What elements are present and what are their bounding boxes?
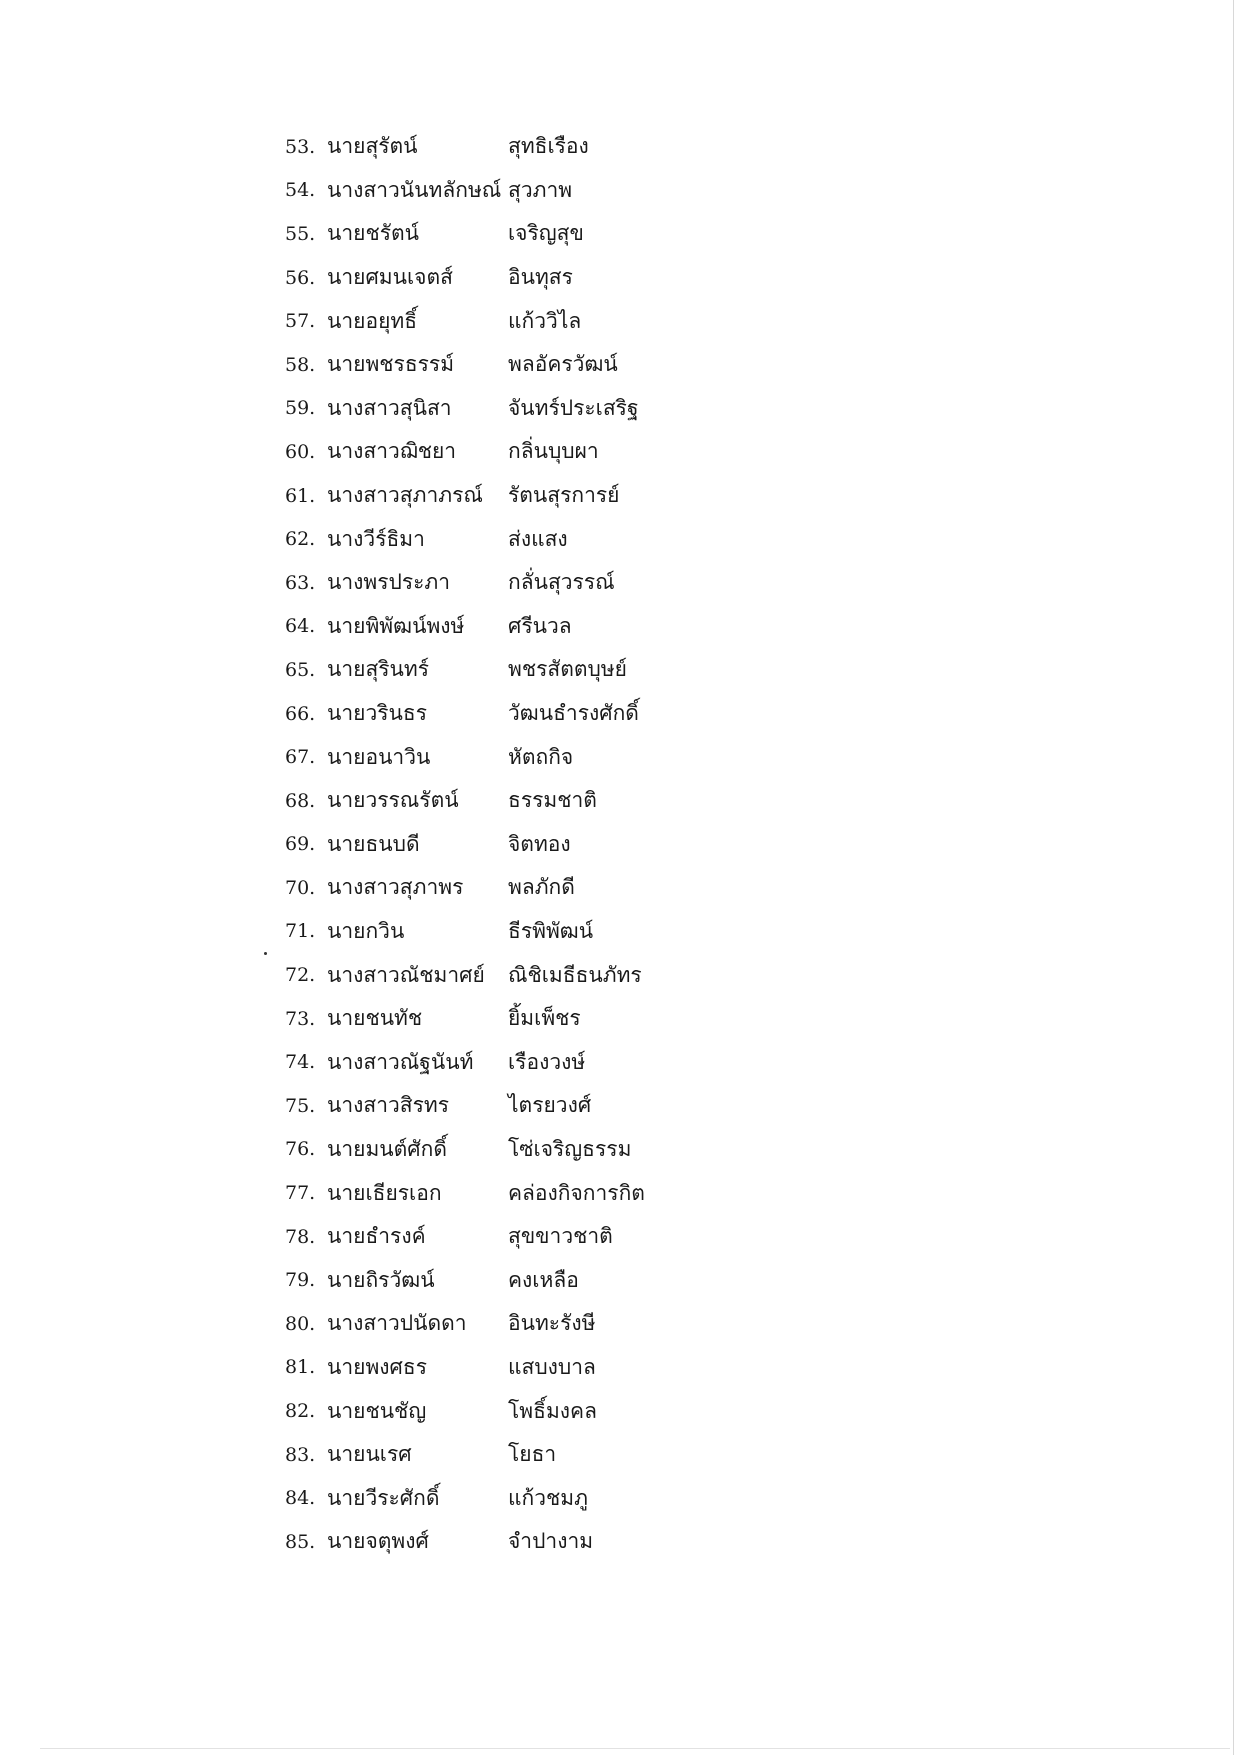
entry-last-name: พลอัครวัฒน์: [508, 352, 618, 377]
entry-number: 76.: [285, 1138, 316, 1161]
entry-number: 56.: [285, 266, 316, 289]
list-item: [285, 212, 678, 256]
entry-first-name: นายเธียรเอก: [327, 1180, 442, 1205]
entry-number: 64.: [285, 615, 316, 638]
entry-number: 54.: [285, 179, 316, 202]
entry-number: 72.: [285, 964, 316, 987]
entry-first-name: นางสาวณัชมาศย์: [327, 962, 485, 987]
page-bottom-line: [40, 1748, 1230, 1749]
entry-last-name: จำปางาม: [508, 1529, 594, 1554]
entry-last-name: ธีรพิพัฒน์: [508, 918, 594, 943]
entry-last-name: อินทะรังษี: [508, 1311, 596, 1336]
entry-first-name: นายสุรินทร์: [327, 657, 430, 682]
list-item: [285, 125, 678, 169]
entry-first-name: นางสาวสุนิสา: [327, 395, 452, 420]
scan-speck: [264, 952, 267, 955]
entry-number: 78.: [285, 1225, 316, 1248]
entry-first-name: นางสาวฌิชยา: [327, 439, 457, 464]
entry-first-name: นายถิรวัฒน์: [327, 1267, 435, 1292]
entry-number: 73.: [285, 1007, 316, 1030]
entry-last-name: กลิ่นบุบผา: [508, 439, 599, 464]
list-item: [285, 256, 678, 300]
entry-number: 80.: [285, 1312, 316, 1335]
entry-first-name: นายจตุพงศ์: [327, 1529, 429, 1554]
list-item: [285, 1476, 678, 1520]
entry-number: 57.: [285, 310, 316, 333]
entry-first-name: นางสาวสิรทร: [327, 1093, 450, 1118]
entry-last-name: พชรสัตตบุษย์: [508, 657, 627, 682]
list-item: [285, 1346, 678, 1390]
entry-last-name: ณิชิเมธีธนภัทร: [508, 962, 642, 987]
list-item: [285, 517, 678, 561]
entry-number: 62.: [285, 528, 316, 551]
entry-last-name: รัตนสุรการย์: [508, 483, 620, 508]
list-item: [285, 997, 678, 1041]
entry-first-name: นายธนบดี: [327, 831, 420, 856]
entry-number: 61.: [285, 484, 316, 507]
entry-last-name: โซ่เจริญธรรม: [508, 1136, 632, 1161]
entry-first-name: นางสาวนันทลักษณ์: [327, 177, 502, 202]
entry-number: 81.: [285, 1356, 316, 1379]
entry-number: 59.: [285, 397, 316, 420]
entry-first-name: นางสาวณัฐนันท์: [327, 1049, 474, 1074]
list-item: [285, 561, 678, 605]
entry-last-name: ไตรยวงศ์: [508, 1093, 592, 1118]
list-item: [285, 692, 678, 736]
list-item: [285, 1520, 678, 1564]
page-edge-line: [1233, 0, 1234, 1755]
entry-last-name: กลั่นสุวรรณ์: [508, 570, 615, 595]
list-item: [285, 343, 678, 387]
entry-first-name: นายสุรัตน์: [327, 134, 418, 159]
entry-first-name: นายนเรศ: [327, 1442, 412, 1467]
list-item: [285, 779, 678, 823]
entry-number: 63.: [285, 571, 316, 594]
entry-last-name: เจริญสุข: [508, 221, 584, 246]
entry-first-name: นางพรประภา: [327, 570, 451, 595]
entry-number: 60.: [285, 440, 316, 463]
entry-number: 75.: [285, 1094, 316, 1117]
entry-first-name: นายกวิน: [327, 918, 405, 943]
list-item: [285, 474, 678, 518]
entry-last-name: โพธิ์มงคล: [508, 1398, 597, 1423]
list-item: [285, 1128, 678, 1172]
entry-last-name: ศรีนวล: [508, 613, 572, 638]
list-item: [285, 387, 678, 431]
entry-first-name: นายอนาวิน: [327, 744, 431, 769]
entry-last-name: หัตถกิจ: [508, 744, 574, 769]
list-item: [285, 299, 678, 343]
list-item: [285, 169, 678, 213]
entry-first-name: นายชรัตน์: [327, 221, 419, 246]
list-item: [285, 1258, 678, 1302]
entry-number: 70.: [285, 876, 316, 899]
entry-last-name: ส่งแสง: [508, 526, 568, 551]
entry-first-name: นายพิพัฒน์พงษ์: [327, 613, 465, 638]
entry-last-name: จันทร์ประเสริฐ: [508, 395, 639, 420]
entry-first-name: นายวรรณรัตน์: [327, 788, 459, 813]
entry-last-name: อินทุสร: [508, 265, 573, 290]
entry-first-name: นายวีระศักดิ์: [327, 1485, 440, 1510]
list-item: [285, 1040, 678, 1084]
entry-last-name: แสบงบาล: [508, 1354, 596, 1379]
list-item: [285, 1302, 678, 1346]
entry-first-name: นางสาวปนัดดา: [327, 1311, 467, 1336]
list-item: [285, 735, 678, 779]
list-item: [285, 823, 678, 867]
entry-last-name: ธรรมชาติ: [508, 788, 597, 813]
entry-number: 58.: [285, 353, 316, 376]
entry-last-name: แก้ววิไล: [508, 308, 582, 333]
entry-number: 66.: [285, 702, 316, 725]
list-item: [285, 430, 678, 474]
list-item: [285, 953, 678, 997]
entry-first-name: นางวีร์ธิมา: [327, 526, 425, 551]
entry-last-name: วัฒนธำรงศักดิ์: [508, 701, 639, 726]
entry-last-name: ยิ้มเพ็ชร: [508, 1006, 581, 1031]
entry-number: 82.: [285, 1400, 316, 1423]
entry-number: 69.: [285, 833, 316, 856]
entry-number: 79.: [285, 1269, 316, 1292]
entry-last-name: โยธา: [508, 1442, 557, 1467]
entry-last-name: สุทธิเรือง: [508, 134, 589, 159]
entry-first-name: นายพงศธร: [327, 1354, 427, 1379]
entry-first-name: นายชนทัช: [327, 1006, 423, 1031]
entry-number: 55.: [285, 222, 316, 245]
name-list: [285, 125, 678, 1564]
entry-last-name: คงเหลือ: [508, 1267, 579, 1292]
entry-last-name: คล่องกิจการกิต: [508, 1180, 645, 1205]
entry-number: 74.: [285, 1051, 316, 1074]
entry-last-name: พลภักดี: [508, 875, 575, 900]
entry-first-name: นางสาวสุภาพร: [327, 875, 464, 900]
entry-first-name: นางสาวสุภาภรณ์: [327, 483, 483, 508]
entry-first-name: นายพชรธรรม์: [327, 352, 455, 377]
list-item: [285, 1171, 678, 1215]
list-item: [285, 648, 678, 692]
list-item: [285, 910, 678, 954]
list-item: [285, 1084, 678, 1128]
entry-number: 85.: [285, 1530, 316, 1553]
entry-first-name: นายวรินธร: [327, 701, 427, 726]
entry-last-name: เรืองวงษ์: [508, 1049, 586, 1074]
entry-number: 83.: [285, 1443, 316, 1466]
list-item: [285, 1215, 678, 1259]
entry-first-name: นายอยุทธิ์: [327, 308, 418, 333]
list-item: [285, 1433, 678, 1477]
list-item: [285, 866, 678, 910]
entry-first-name: นายธำรงค์: [327, 1224, 426, 1249]
entry-number: 53.: [285, 135, 316, 158]
entry-number: 77.: [285, 1182, 316, 1205]
list-item: [285, 605, 678, 649]
entry-first-name: นายศมนเจตส์: [327, 265, 453, 290]
entry-number: 67.: [285, 746, 316, 769]
entry-last-name: จิตทอง: [508, 831, 571, 856]
entry-number: 65.: [285, 658, 316, 681]
entry-last-name: สุขขาวชาติ: [508, 1224, 613, 1249]
entry-number: 68.: [285, 789, 316, 812]
list-item: [285, 1389, 678, 1433]
entry-first-name: นายมนต์ศักดิ์: [327, 1136, 447, 1161]
entry-first-name: นายชนชัญ: [327, 1398, 427, 1423]
entry-number: 84.: [285, 1487, 316, 1510]
entry-number: 71.: [285, 920, 316, 943]
entry-last-name: สุวภาพ: [508, 177, 573, 202]
entry-last-name: แก้วชมภู: [508, 1485, 588, 1510]
